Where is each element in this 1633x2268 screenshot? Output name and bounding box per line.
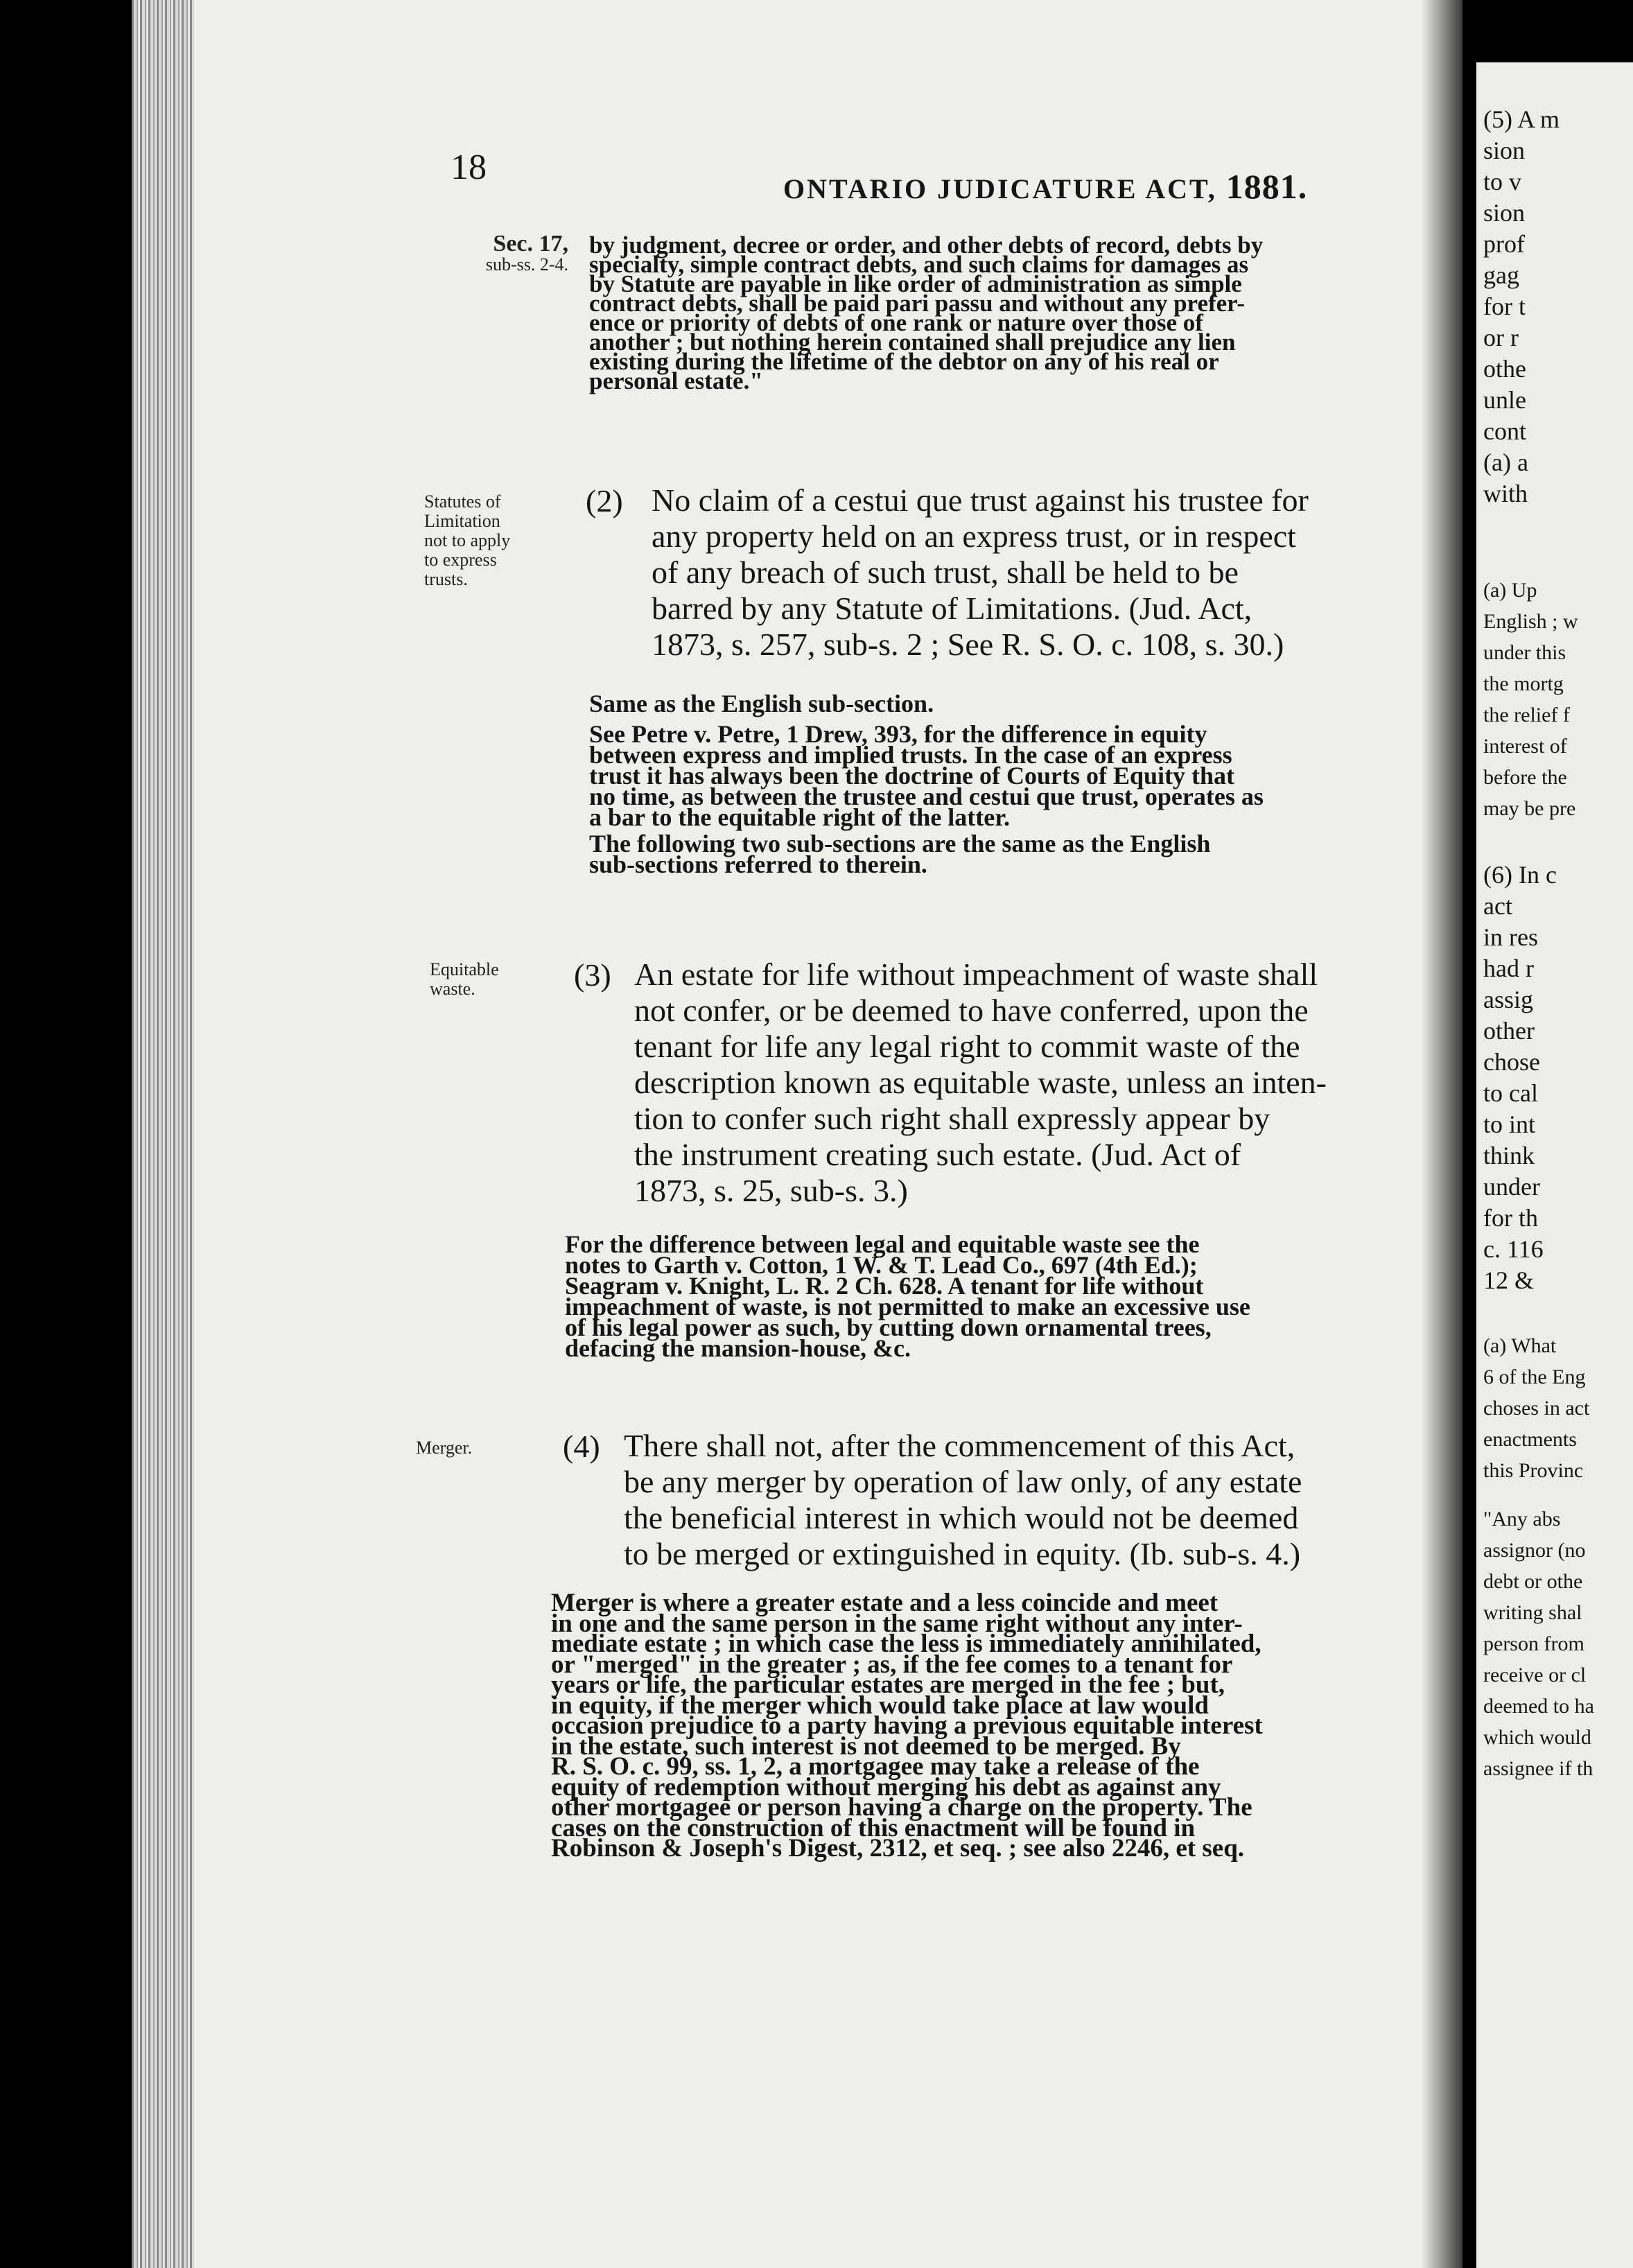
text-line: tion to confer such right shall expressly appear by xyxy=(634,1101,1270,1136)
text-line: The following two sub-sections are the same as the English xyxy=(589,830,1211,857)
text-line: For the difference between legal and equitable waste see the xyxy=(565,1230,1200,1258)
facing-page-line: writing shal xyxy=(1483,1601,1582,1624)
quoted-continuation xyxy=(589,232,1421,394)
text-line: in the estate, such interest is not deemed to be merged. By xyxy=(551,1731,1181,1761)
facing-page-line: sion xyxy=(1483,199,1526,227)
text-line: no time, as between the trustee and cestui que trust, operates as xyxy=(589,783,1264,810)
text-line: other mortgagee or person having a charge on the property. The xyxy=(551,1793,1252,1822)
facing-page-line: or r xyxy=(1483,324,1519,351)
subsection-3-number: (3) xyxy=(574,957,611,993)
text-line: Seagram v. Knight, L. R. 2 Ch. 628. A tenant for life without xyxy=(565,1272,1204,1300)
margin-note-line: not to apply xyxy=(424,530,511,550)
facing-page-line: (a) What xyxy=(1483,1334,1557,1357)
facing-page-line: this Provinc xyxy=(1483,1459,1584,1482)
text-line: be any merger by operation of law only, of any estate xyxy=(624,1464,1302,1499)
margin-note-line: Statutes of xyxy=(424,491,501,512)
text-line: R. S. O. c. 99, ss. 1, 2, a mortgagee may take a release of the xyxy=(551,1752,1200,1781)
facing-page-line: choses in act xyxy=(1483,1397,1590,1420)
margin-note-line: trusts. xyxy=(424,569,468,589)
margin-note-line: Equitable xyxy=(430,959,499,979)
facing-page-line: (a) a xyxy=(1483,448,1528,476)
facing-page-line: the relief f xyxy=(1483,704,1570,726)
margin-note-section xyxy=(457,231,568,274)
text-line: Merger is where a greater estate and a less coincide and meet xyxy=(551,1589,1219,1617)
facing-page-line: c. 116 xyxy=(1483,1235,1544,1263)
text-line: mediate estate ; in which case the less is immediately annihilated, xyxy=(551,1630,1261,1658)
text-line: between express and implied trusts. In the case of an express xyxy=(589,741,1232,769)
facing-page-line: cont xyxy=(1483,417,1526,445)
facing-page-line: othe xyxy=(1483,355,1526,383)
facing-page-line: English ; w xyxy=(1483,610,1578,633)
facing-page-line: unle xyxy=(1483,386,1526,414)
text-line: See Petre v. Petre, 1 Drew, 393, for the difference in equity xyxy=(589,720,1207,748)
running-head xyxy=(783,166,1307,207)
facing-page-line: had r xyxy=(1483,954,1534,982)
running-head-title: ONTARIO JUDICATURE ACT, xyxy=(783,173,1217,204)
page-number: 18 xyxy=(451,148,487,187)
subsection-4 xyxy=(624,1428,1421,1572)
facing-page-line: with xyxy=(1483,480,1528,507)
facing-page-line: interest of xyxy=(1483,735,1567,758)
facing-page-line: think xyxy=(1483,1142,1535,1169)
text-line: of any breach of such trust, shall be held to be xyxy=(652,555,1239,590)
running-head-year: 1881. xyxy=(1225,167,1308,206)
text-line: sub-sections referred to therein. xyxy=(589,850,927,878)
facing-page-line: the mortg xyxy=(1483,672,1564,695)
facing-page-line: (a) Up xyxy=(1483,579,1537,602)
text-line: tenant for life any legal right to commit waste of the xyxy=(634,1029,1300,1064)
text-line: contract debts, shall be paid pari passu and without any prefer- xyxy=(589,290,1246,317)
text-line: or "merged" in the greater ; as, if the fee comes to a tenant for xyxy=(551,1650,1233,1679)
text-line: any property held on an express trust, or in respect xyxy=(652,518,1296,554)
text-line: a bar to the equitable right of the latter. xyxy=(589,803,1010,831)
book-gutter-shadow xyxy=(1421,0,1476,2268)
text-line: No claim of a cestui que trust against his trustee for xyxy=(652,482,1309,518)
facing-page-line: for t xyxy=(1483,293,1526,320)
text-line: trust it has always been the doctrine of Courts of Equity that xyxy=(589,762,1234,790)
margin-note-merger: Merger. xyxy=(416,1438,473,1458)
subsection-2 xyxy=(652,482,1428,663)
text-line: 1873, s. 257, sub-s. 2 ; See R. S. O. c. 108, s. 30.) xyxy=(652,627,1284,662)
facing-page-line: assignor (no xyxy=(1483,1539,1586,1562)
text-line: not confer, or be deemed to have conferred, upon the xyxy=(634,993,1309,1028)
facing-page-line: enactments xyxy=(1483,1428,1577,1451)
facing-page-line: other xyxy=(1483,1017,1535,1045)
facing-page-line: to v xyxy=(1483,168,1522,195)
text-line: in equity, if the merger which would take place at law would xyxy=(551,1691,1209,1720)
text-line: notes to Garth v. Cotton, 1 W. & T. Lead Co., 697 (4th Ed.); xyxy=(565,1251,1198,1279)
text-line: barred by any Statute of Limitations. (Jud. Act, xyxy=(652,591,1252,626)
facing-page-line: (5) A m xyxy=(1483,105,1560,133)
text-line: of his legal power as such, by cutting down ornamental trees, xyxy=(565,1314,1212,1341)
text-line: another ; but nothing herein contained shall prejudice any lien xyxy=(589,329,1236,356)
text-line: personal estate." xyxy=(589,367,763,394)
text-line: to be merged or extinguished in equity. (Ib. sub-s. 4.) xyxy=(624,1536,1301,1571)
facing-page-fragment xyxy=(1476,62,1633,2268)
book-page-edges xyxy=(132,0,194,2268)
facing-page-line: deemed to ha xyxy=(1483,1695,1594,1718)
margin-note-line: to express xyxy=(424,550,497,570)
text-line: existing during the lifetime of the debtor on any of his real or xyxy=(589,348,1219,375)
text-line: An estate for life without impeachment of waste shall xyxy=(634,957,1318,992)
text-line: Robinson & Joseph's Digest, 2312, et seq. ; see also 2246, et seq. xyxy=(551,1834,1245,1863)
sub-sections-label: sub-ss. 2-4. xyxy=(485,254,568,274)
text-line: defacing the mansion-house, &c. xyxy=(565,1334,911,1362)
margin-note-equitable-waste xyxy=(430,960,568,999)
facing-page-line: 12 & xyxy=(1483,1266,1535,1294)
facing-page-line: (6) In c xyxy=(1483,861,1557,889)
text-line: impeachment of waste, is not permitted to make an excessive use xyxy=(565,1293,1250,1320)
facing-page-line: under this xyxy=(1483,641,1566,664)
facing-page-line: prof xyxy=(1483,230,1525,258)
facing-page-line: assignee if th xyxy=(1483,1757,1593,1780)
facing-page-line: in res xyxy=(1483,923,1538,951)
facing-page-line: before the xyxy=(1483,766,1567,789)
facing-page-line: to cal xyxy=(1483,1079,1538,1107)
facing-page-line: may be pre xyxy=(1483,797,1576,820)
margin-note-line: waste. xyxy=(430,979,475,999)
text-line: 1873, s. 25, sub-s. 3.) xyxy=(634,1173,908,1208)
facing-page-line: to int xyxy=(1483,1110,1536,1138)
text-line: by Statute are payable in like order of administration as simple xyxy=(589,270,1242,297)
text-line: description known as equitable waste, unless an inten- xyxy=(634,1065,1327,1100)
text-line: by judgment, decree or order, and other debts of record, debts by xyxy=(589,232,1264,259)
subsection-3 xyxy=(634,957,1424,1209)
facing-page-line: chose xyxy=(1483,1048,1540,1076)
text-line: cases on the construction of this enactment will be found in xyxy=(551,1813,1196,1842)
facing-page-line: which would xyxy=(1483,1726,1591,1749)
facing-page-line: under xyxy=(1483,1173,1540,1201)
facing-page-line: receive or cl xyxy=(1483,1664,1587,1686)
text-line: ence or priority of debts of one rank or nature over those of xyxy=(589,309,1203,336)
facing-page-line: 6 of the Eng xyxy=(1483,1366,1586,1388)
facing-page-line: for th xyxy=(1483,1204,1538,1232)
facing-page-line: gag xyxy=(1483,261,1519,289)
text-line: There shall not, after the commencement of this Act, xyxy=(624,1428,1295,1463)
facing-page-line: debt or othe xyxy=(1483,1570,1583,1593)
text-line: in one and the same person in the same right without any inter- xyxy=(551,1609,1243,1638)
text-line: Same as the English sub-section. xyxy=(589,690,934,717)
text-line: specialty, simple contract debts, and such claims for damages as xyxy=(589,251,1249,278)
subsection-4-number: (4) xyxy=(563,1429,600,1464)
facing-page-line: act xyxy=(1483,892,1512,920)
facing-page-line: assig xyxy=(1483,986,1533,1013)
facing-page-line: "Any abs xyxy=(1483,1508,1561,1530)
facing-page-line: person from xyxy=(1483,1632,1584,1655)
facing-page-line: sion xyxy=(1483,137,1526,164)
note-subsection-4 xyxy=(551,1589,1421,1863)
subsection-2-number: (2) xyxy=(586,483,623,518)
margin-note-line: Limitation xyxy=(424,511,500,531)
margin-note-statutes xyxy=(424,492,577,589)
note-subsection-2 xyxy=(589,690,1421,878)
text-line: occasion prejudice to a party having a previous equitable interest xyxy=(551,1711,1263,1740)
text-line: equity of redemption without merging his debt as against any xyxy=(551,1772,1221,1802)
text-line: the instrument creating such estate. (Jud. Act of xyxy=(634,1137,1241,1172)
text-line: years or life, the particular estates are merged in the fee ; but, xyxy=(551,1671,1225,1699)
note-subsection-3 xyxy=(565,1230,1421,1362)
text-line: the beneficial interest in which would not be deemed xyxy=(624,1500,1299,1535)
section-label: Sec. 17, xyxy=(493,231,568,256)
